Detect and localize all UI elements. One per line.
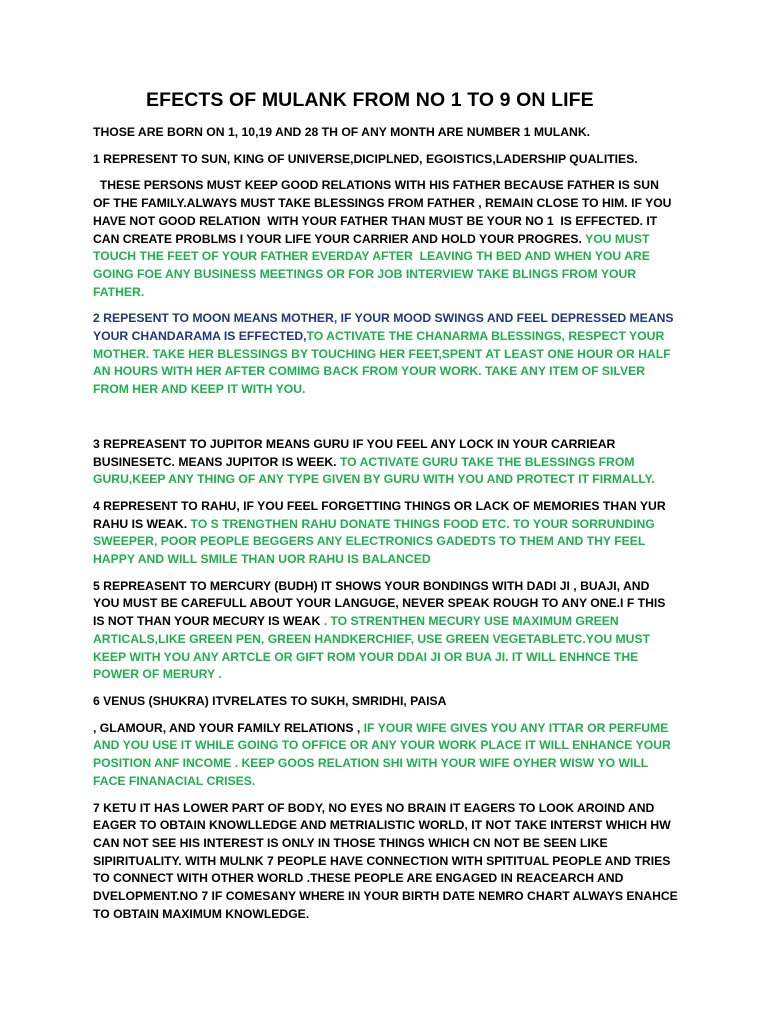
paragraph-remedy-text: TO ACTIVATE GURU TAKE THE BLESSINGS FROM GURU,KEEP ANY THING OF ANY TYPE GIVEN BY GURU WITH YOU AND PROTECT IT FIRMALLY. — [93, 454, 655, 487]
paragraph-mercury — [93, 578, 678, 684]
paragraph-venus — [93, 720, 678, 791]
document-body — [93, 124, 678, 932]
paragraph-ketu — [93, 800, 678, 924]
paragraph-father — [93, 177, 678, 301]
paragraph-remedy-text: YOU MUST TOUCH THE FEET OF YOUR FATHER EVERDAY AFTER LEAVING TH BED AND WHEN YOU ARE GOING FOE ANY BUSINESS MEETINGS OR FOR JOB INTERVIEW TAKE BLINGS FROM YOUR FATHER. — [93, 231, 654, 299]
paragraph-remedy-text: TO ACTIVATE THE CHANARMA BLESSINGS, RESPECT YOUR MOTHER. TAKE HER BLESSINGS BY TOUCHING HER FEET,SPENT AT LEAST ONE HOUR OR HALF AN HOURS WITH HER AFTER COMIMG BACK FROM YOUR WORK. TAKE ANY ITEM OF SILVER FROM HER AND KEEP IT WITH YOU. — [93, 329, 671, 397]
paragraph-remedy-text: . TO STRENTHEN MECURY USE MAXIMUM GREEN ARTICALS,LIKE GREEN PEN, GREEN HANDKERCHIEF, USE GREEN VEGETABLETC.YOU MUST KEEP WITH YOU ANY ARTCLE OR GIFT ROM YOUR DDAI JI OR BUA JI. IT WILL ENHNCE THE POWER OF MERURY . — [93, 614, 651, 682]
blank-spacer — [93, 408, 678, 436]
paragraph-mulank-1-dates — [93, 124, 678, 142]
paragraph-rahu — [93, 498, 678, 569]
paragraph-sun — [93, 151, 678, 169]
paragraph-text: THOSE ARE BORN ON 1, 10,19 AND 28 TH OF ANY MONTH ARE NUMBER 1 MULANK. — [93, 125, 591, 139]
paragraph-venus-heading — [93, 693, 678, 711]
paragraph-text: 4 REPRESENT TO RAHU, IF YOU FEEL FORGETTING THINGS OR LACK OF MEMORIES THAN YUR RAHU IS WEAK. — [93, 498, 666, 531]
paragraph-text: , GLAMOUR, AND YOUR FAMILY RELATIONS , — [93, 720, 364, 735]
paragraph-moon — [93, 310, 678, 399]
paragraph-jupiter — [93, 436, 678, 489]
paragraph-text: 5 REPREASENT TO MERCURY (BUDH) IT SHOWS YOUR BONDINGS WITH DADI JI , BUAJI, AND YOU MUST BE CAREFULL ABOUT YOUR LANGUGE, NEVER SPEAK ROUGH TO ANY ONE.I F THIS IS NOT THAN YOUR MECURY IS WEAK — [93, 578, 666, 629]
paragraph-text: 3 REPREASENT TO JUPITOR MEANS GURU IF YOU FEEL ANY LOCK IN YOUR CARRIEAR BUSINESETC. MEANS JUPITOR IS WEEK. — [93, 436, 616, 469]
paragraph-remedy-text: TO S TRENGTHEN RAHU DONATE THINGS FOOD ETC. TO YOUR SORRUNDING SWEEPER, POOR PEOPLE BEGGERS ANY ELECTRONICS GADEDTS TO THEM AND THY FEEL HAPPY AND WILL SMILE THAN UOR RAHU IS BALANCED — [93, 516, 655, 567]
paragraph-text: 6 VENUS (SHUKRA) ITVRELATES TO SUKH, SMRIDHI, PAISA — [93, 693, 447, 708]
paragraph-highlight-text: 2 REPESENT TO MOON MEANS MOTHER, IF YOUR MOOD SWINGS AND FEEL DEPRESSED MEANS YOUR CHANDARAMA IS EFFECTED, — [93, 311, 674, 344]
paragraph-text: 1 REPRESENT TO SUN, KING OF UNIVERSE,DICIPLNED, EGOISTICS,LADERSHIP QUALITIES. — [93, 151, 638, 166]
paragraph-text: 7 KETU IT HAS LOWER PART OF BODY, NO EYES NO BRAIN IT EAGERS TO LOOK AROIND AND EAGER TO OBTAIN KNOWLLEDGE AND METRIALISTIC WORLD, IT NOT TAKE INTERST WHICH HW CAN NOT SEE HIS INTEREST IS ONLY IN THOSE THINGS WHICH CN NOT BE SEEN LIKE SIPIRITUALITY. WITH MULNK 7 PEOPLE HAVE CONNECTION WITH SPITITUAL PEOPLE AND TRIES TO CONNECT WITH OTHER WORLD .THESE PEOPLE ARE ENGAGED IN REACEARCH AND DVELOPMENT.NO 7 IF COMESANY WHERE IN YOUR BIRTH DATE NEMRO CHART ALWAYS ENAHCE TO OBTAIN MAXIMUM KNOWLEDGE. — [93, 800, 678, 921]
page-title: EFECTS OF MULANK FROM NO 1 TO 9 ON LIFE — [146, 89, 594, 111]
paragraph-remedy-text: IF YOUR WIFE GIVES YOU ANY ITTAR OR PERFUME AND YOU USE IT WHILE GOING TO OFFICE OR ANY YOUR WORK PLACE IT WILL ENHANCE YOUR POSITION ANF INCOME . KEEP GOOS RELATION SHI WITH YOUR WIFE OYHER WISW YO WILL FACE FINANACIAL CRISES. — [93, 720, 671, 788]
paragraph-text: THESE PERSONS MUST KEEP GOOD RELATIONS WITH HIS FATHER BECAUSE FATHER IS SUN OF THE FAMILY.ALWAYS MUST TAKE BLESSINGS FROM FATHER , REMAIN CLOSE TO HIM. IF YOU HAVE NOT GOOD RELATION WITH YOUR FATHER THAN MUST BE YOUR NO 1 IS EFFECTED. IT CAN CREATE PROBLMS I YOUR LIFE YOUR CARRIER AND HOLD YOUR PROGRES. — [93, 178, 675, 246]
